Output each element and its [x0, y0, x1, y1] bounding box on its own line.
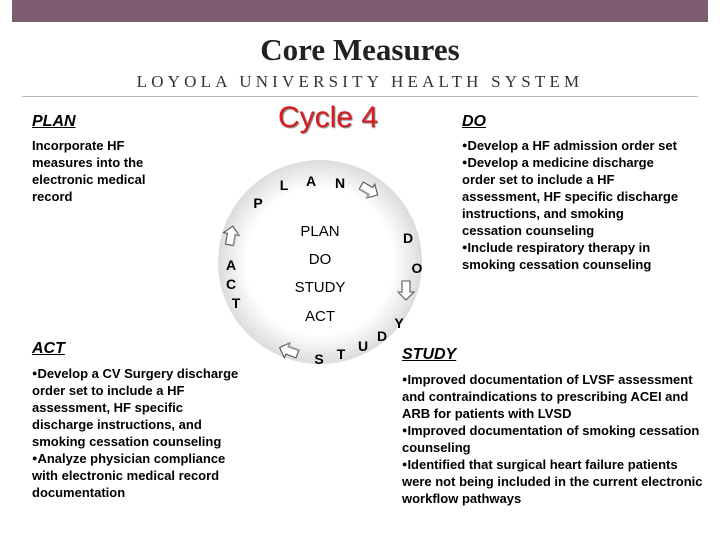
- diagram-label-plan: PLAN: [300, 223, 340, 240]
- diagram-label-act: ACT: [305, 308, 335, 325]
- do-item: ● Develop a HF admission order set: [462, 137, 684, 154]
- act-heading: ACT: [32, 340, 65, 357]
- cycle-letter: L: [279, 177, 289, 193]
- diagram-label-do: DO: [308, 251, 332, 268]
- cycle-title: Cycle 4: [277, 101, 379, 134]
- cycle-letter: D: [376, 328, 388, 344]
- study-item: ● Improved documentation of smoking cessation counseling: [402, 422, 708, 456]
- slide-title: Core Measures: [260, 32, 460, 67]
- do-item: ● Develop a medicine discharge order set to include a HF assessment, HF specific discharge instructions, and smoking cessation counseling: [462, 154, 684, 239]
- study-item: ● Identified that surgical heart failure patients were not being included in the current electronic workflow pathways: [402, 456, 708, 507]
- do-item: ● Include respiratory therapy in smoking cessation counseling: [462, 239, 684, 273]
- cycle-letter: S: [314, 351, 324, 367]
- cycle-letter: Y: [394, 315, 404, 331]
- study-heading: STUDY: [402, 346, 457, 363]
- organization-name: LOYOLA UNIVERSITY HEALTH SYSTEM: [136, 72, 584, 91]
- do-heading: DO: [462, 113, 486, 130]
- cycle-letter: N: [334, 175, 346, 191]
- diagram-label-study: STUDY: [294, 279, 346, 296]
- cycle-letter: T: [231, 295, 241, 311]
- cycle-letter: A: [305, 173, 317, 189]
- act-item: ● Develop a CV Surgery discharge order set to include a HF assessment, HF specific discharge instructions, and smoking cessation counseling: [32, 365, 248, 450]
- cycle-letter: P: [253, 195, 263, 211]
- act-item: ● Analyze physician compliance with electronic medical record documentation: [32, 450, 248, 501]
- cycle-letter: A: [225, 257, 237, 273]
- cycle-letter: D: [402, 230, 414, 246]
- study-item: ● Improved documentation of LVSF assessment and contraindications to prescribing ACEI and ARB for patients with LVSD: [402, 371, 708, 422]
- cycle-letter: C: [225, 276, 237, 292]
- plan-text: Incorporate HF measures into the electronic medical record: [32, 138, 146, 204]
- cycle-letter: O: [411, 260, 423, 276]
- cycle-letter: U: [357, 338, 369, 354]
- plan-heading: PLAN: [32, 113, 76, 130]
- cycle-letter: T: [336, 346, 346, 362]
